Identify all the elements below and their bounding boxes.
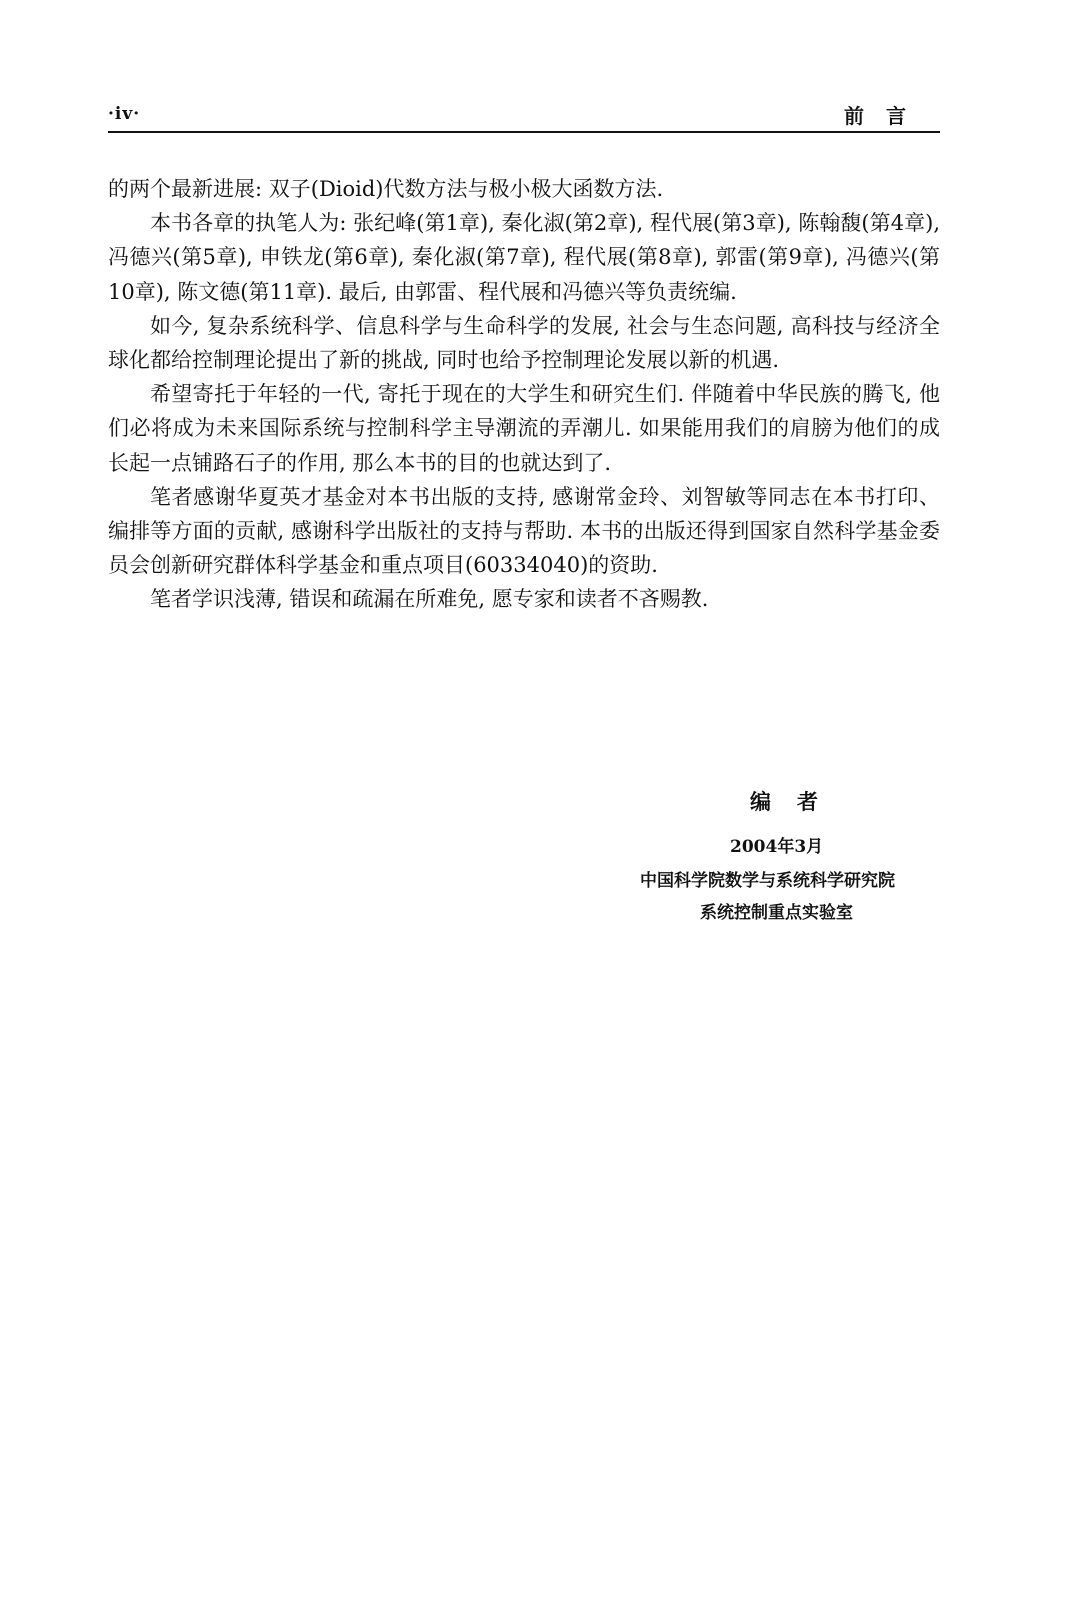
- paragraph-hope: 希望寄托于年轻的一代, 寄托于现在的大学生和研究生们. 伴随着中华民族的腾飞, 他们必将成为未来国际系统与控制科学主导潮流的弄潮儿. 如果能用我们的肩膀为他们的成长起一点铺路石子的作用, 那么本书的目的也就达到了.: [108, 382, 940, 475]
- signature-date: 2004年3月: [730, 837, 824, 857]
- signature-lab: 系统控制重点实验室: [700, 903, 853, 923]
- header-rule: [108, 131, 940, 133]
- paragraph-authors: 本书各章的执笔人为: 张纪峰(第1章), 秦化淑(第2章), 程代展(第3章), 陈翰馥(第4章), 冯德兴(第5章), 申铁龙(第6章), 秦化淑(第7章), 程代展(第8章), 郭雷(第9章), 冯德兴(第10章), 陈文德(第11章). 最后, 由郭雷、程代展和冯德兴等负责统编.: [108, 211, 940, 304]
- preface-body: [108, 172, 940, 617]
- page-number: ·iv·: [108, 104, 141, 124]
- paragraph-closing: 笔者学识浅薄, 错误和疏漏在所难免, 愿专家和读者不吝赐教.: [150, 587, 709, 612]
- signature-institute: 中国科学院数学与系统科学研究院: [640, 871, 895, 891]
- running-title: 前言: [844, 104, 928, 128]
- editor-signature: 编者: [750, 789, 844, 814]
- paragraph-challenges: 如今, 复杂系统科学、信息科学与生命科学的发展, 社会与生态问题, 高科技与经济全球化都给控制理论提出了新的挑战, 同时也给予控制理论发展以新的机遇.: [108, 313, 940, 373]
- page-header: [108, 100, 940, 130]
- paragraph-acknowledgements: 笔者感谢华夏英才基金对本书出版的支持, 感谢常金玲、刘智敏等同志在本书打印、编排等方面的贡献, 感谢科学出版社的支持与帮助. 本书的出版还得到国家自然科学基金委员会创新研究群体科学基金和重点项目(60334040)的资助.: [108, 484, 940, 578]
- paragraph-continuation: 的两个最新进展: 双子(Dioid)代数方法与极小极大函数方法.: [108, 177, 664, 201]
